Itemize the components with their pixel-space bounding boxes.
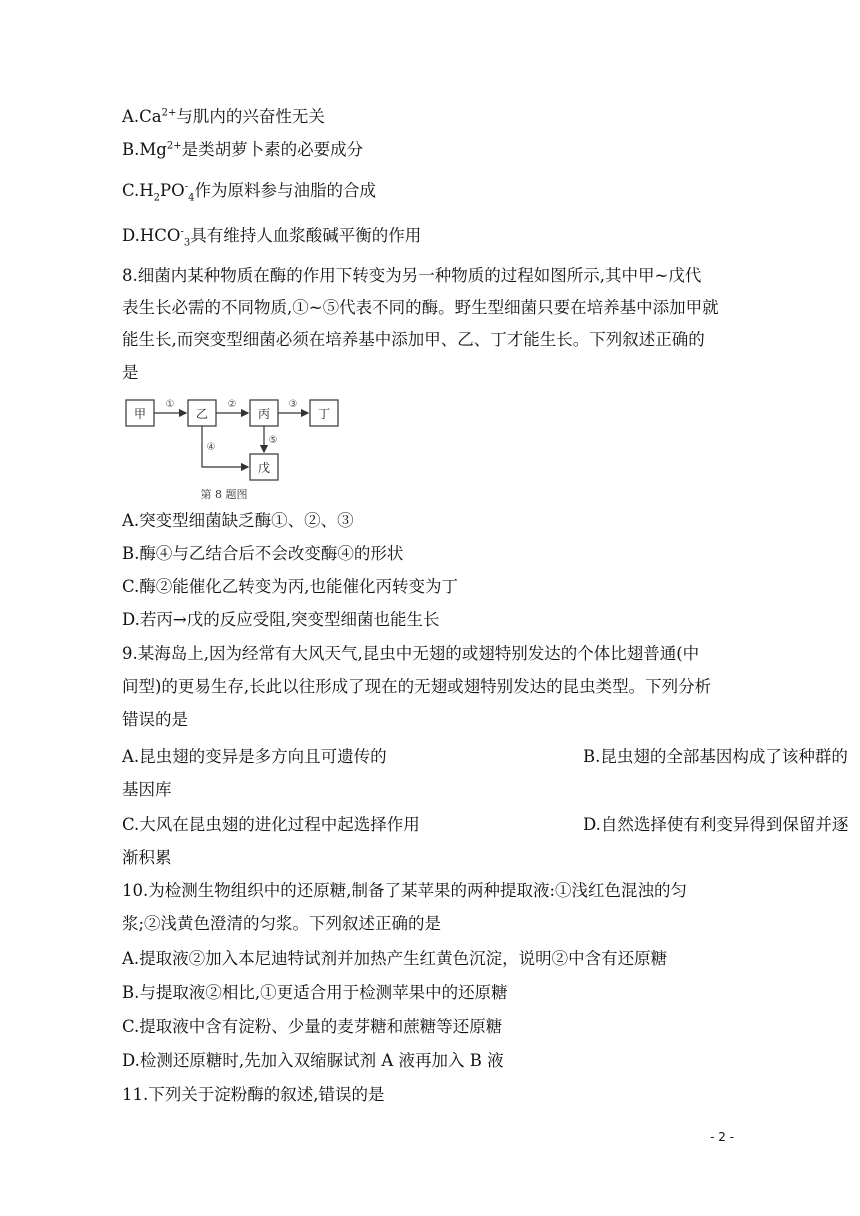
- q10-option-b: B.与提取液②相比,①更适合用于检测苹果中的还原糖: [122, 983, 508, 1002]
- q8-stem-line: 8.细菌内某种物质在酶的作用下转变为另一种物质的过程如图所示,其中甲~戊代: [122, 266, 702, 285]
- q9-option-row: [122, 814, 849, 836]
- node-jia: 甲: [133, 407, 147, 421]
- node-yi: 乙: [195, 407, 209, 421]
- q10-option-a: A.提取液②加入本尼迪特试剂并加热产生红黄色沉淀，说明②中含有还原糖: [122, 949, 668, 968]
- q8-stem-line: 是: [122, 363, 139, 382]
- figure-caption: 第 8 题图: [200, 488, 248, 501]
- q8-stem-line: 能生长,而突变型细菌必须在培养基中添加甲、乙、丁才能生长。下列叙述正确的: [122, 330, 705, 349]
- q8-option-d: D.若丙→戊的反应受阻,突变型细菌也能生长: [122, 610, 440, 629]
- q9-option-d: D.自然选择使有利变异得到保留并逐: [583, 815, 849, 834]
- q8-stem-line: 表生长必需的不同物质,①~⑤代表不同的酶。野生型细菌只要在培养基中添加甲就: [122, 298, 719, 317]
- q9-stem-line: 9.某海岛上,因为经常有大风天气,昆虫中无翅的或翅特别发达的个体比翅普通(中: [122, 644, 700, 663]
- q9-option-b: B.昆虫翅的全部基因构成了该种群的: [583, 747, 848, 766]
- enzyme-3-label: ③: [288, 399, 298, 410]
- q10-option-c: C.提取液中含有淀粉、少量的麦芽糖和蔗糖等还原糖: [122, 1017, 503, 1036]
- q9-stem-line: 间型)的更易生存,长此以往形成了现在的无翅或翅特别发达的昆虫类型。下列分析: [122, 677, 712, 696]
- q9-option-a: A.昆虫翅的变异是多方向且可遗传的: [122, 747, 387, 766]
- enzyme-1-label: ①: [165, 399, 175, 410]
- node-ding: 丁: [317, 407, 331, 421]
- q8-option-c: C.酶②能催化乙转变为丙,也能催化丙转变为丁: [122, 577, 459, 596]
- q8-option-a: A.突变型细菌缺乏酶①、②、③: [122, 511, 354, 530]
- q8-option-b: B.酶④与乙结合后不会改变酶④的形状: [122, 544, 404, 563]
- q7-option-b: $B.Mg^{2+}$是类胡萝卜素的必要成分: [122, 140, 364, 159]
- q9-option-b-cont: 基因库: [122, 780, 172, 799]
- q9-option-d-cont: 渐积累: [122, 848, 172, 867]
- q7-option-c: $C.H_2PO^-_4$作为原料参与油脂的合成: [122, 181, 376, 204]
- q10-option-d: D.检测还原糖时,先加入双缩脲试剂 A 液再加入 B 液: [122, 1051, 504, 1070]
- q9-option-row: [122, 746, 848, 768]
- node-bing: 丙: [257, 407, 271, 421]
- q10-stem-line: 10.为检测生物组织中的还原糖,制备了某苹果的两种提取液:①浅红色混浊的匀: [122, 881, 688, 900]
- q9-option-c: C.大风在昆虫翅的进化过程中起选择作用: [122, 815, 420, 834]
- enzyme-5-label: ⑤: [268, 435, 278, 446]
- enzyme-4-label: ④: [206, 442, 216, 453]
- node-wu: 戊: [257, 461, 271, 475]
- q10-stem-line: 浆;②浅黄色澄清的匀浆。下列叙述正确的是: [122, 914, 442, 933]
- q7-option-d: $D.HCO^-_3$具有维持人血浆酸碱平衡的作用: [122, 226, 422, 249]
- enzyme-2-label: ②: [227, 399, 237, 410]
- q8-pathway-diagram: [124, 392, 364, 504]
- q7-option-a: $A.Ca^{2+}$与肌内的兴奋性无关: [122, 107, 325, 126]
- q11-stem: 11.下列关于淀粉酶的叙述,错误的是: [122, 1085, 385, 1104]
- page-number: - 2 -: [710, 1130, 734, 1144]
- q9-stem-line: 错误的是: [122, 710, 188, 729]
